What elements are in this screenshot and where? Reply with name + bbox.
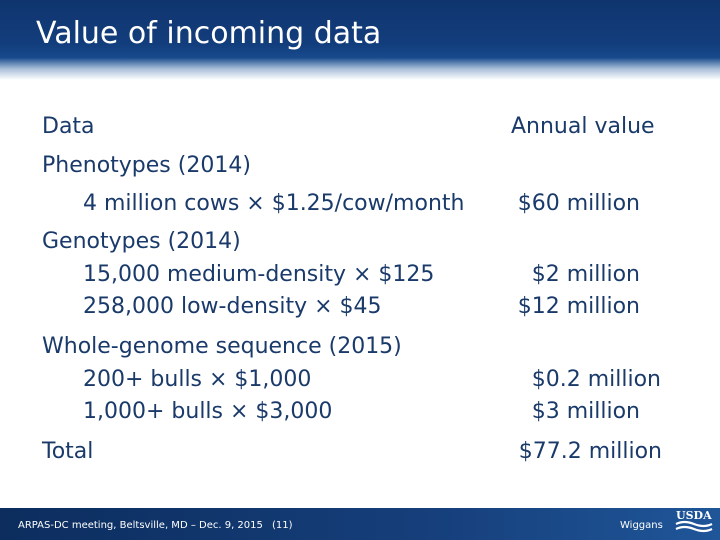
row-label: 258,000 low-density × $45 bbox=[83, 294, 382, 319]
row-label: 1,000+ bulls × $3,000 bbox=[83, 399, 333, 424]
row-value: $3 million bbox=[531, 399, 640, 424]
row-value: $2 million bbox=[531, 262, 640, 287]
footer-meeting-text: ARPAS-DC meeting, Beltsville, MD – Dec. 9, 2015 bbox=[18, 520, 263, 531]
row-label: Whole-genome sequence (2015) bbox=[42, 334, 402, 359]
row-label: 200+ bulls × $1,000 bbox=[83, 367, 312, 392]
footer-slide-number: (11) bbox=[272, 520, 293, 531]
footer-author: Wiggans bbox=[620, 520, 663, 531]
footer-bar bbox=[0, 508, 720, 540]
row-value: $60 million bbox=[517, 191, 640, 216]
usda-logo bbox=[674, 508, 714, 534]
row-label: Phenotypes (2014) bbox=[42, 153, 251, 178]
title-bar bbox=[0, 0, 720, 80]
usda-logo-text: USDA bbox=[676, 509, 712, 522]
total-value: $77.2 million bbox=[518, 439, 662, 464]
row-label: 4 million cows × $1.25/cow/month bbox=[83, 191, 465, 216]
row-value: $0.2 million bbox=[531, 367, 661, 392]
data-column-header: Data bbox=[42, 114, 95, 139]
annual-value-column-header: Annual value bbox=[511, 114, 655, 139]
total-label: Total bbox=[42, 439, 94, 464]
row-label: 15,000 medium-density × $125 bbox=[83, 262, 435, 287]
row-label: Genotypes (2014) bbox=[42, 229, 241, 254]
slide-title: Value of incoming data bbox=[36, 16, 382, 51]
row-value: $12 million bbox=[517, 294, 640, 319]
